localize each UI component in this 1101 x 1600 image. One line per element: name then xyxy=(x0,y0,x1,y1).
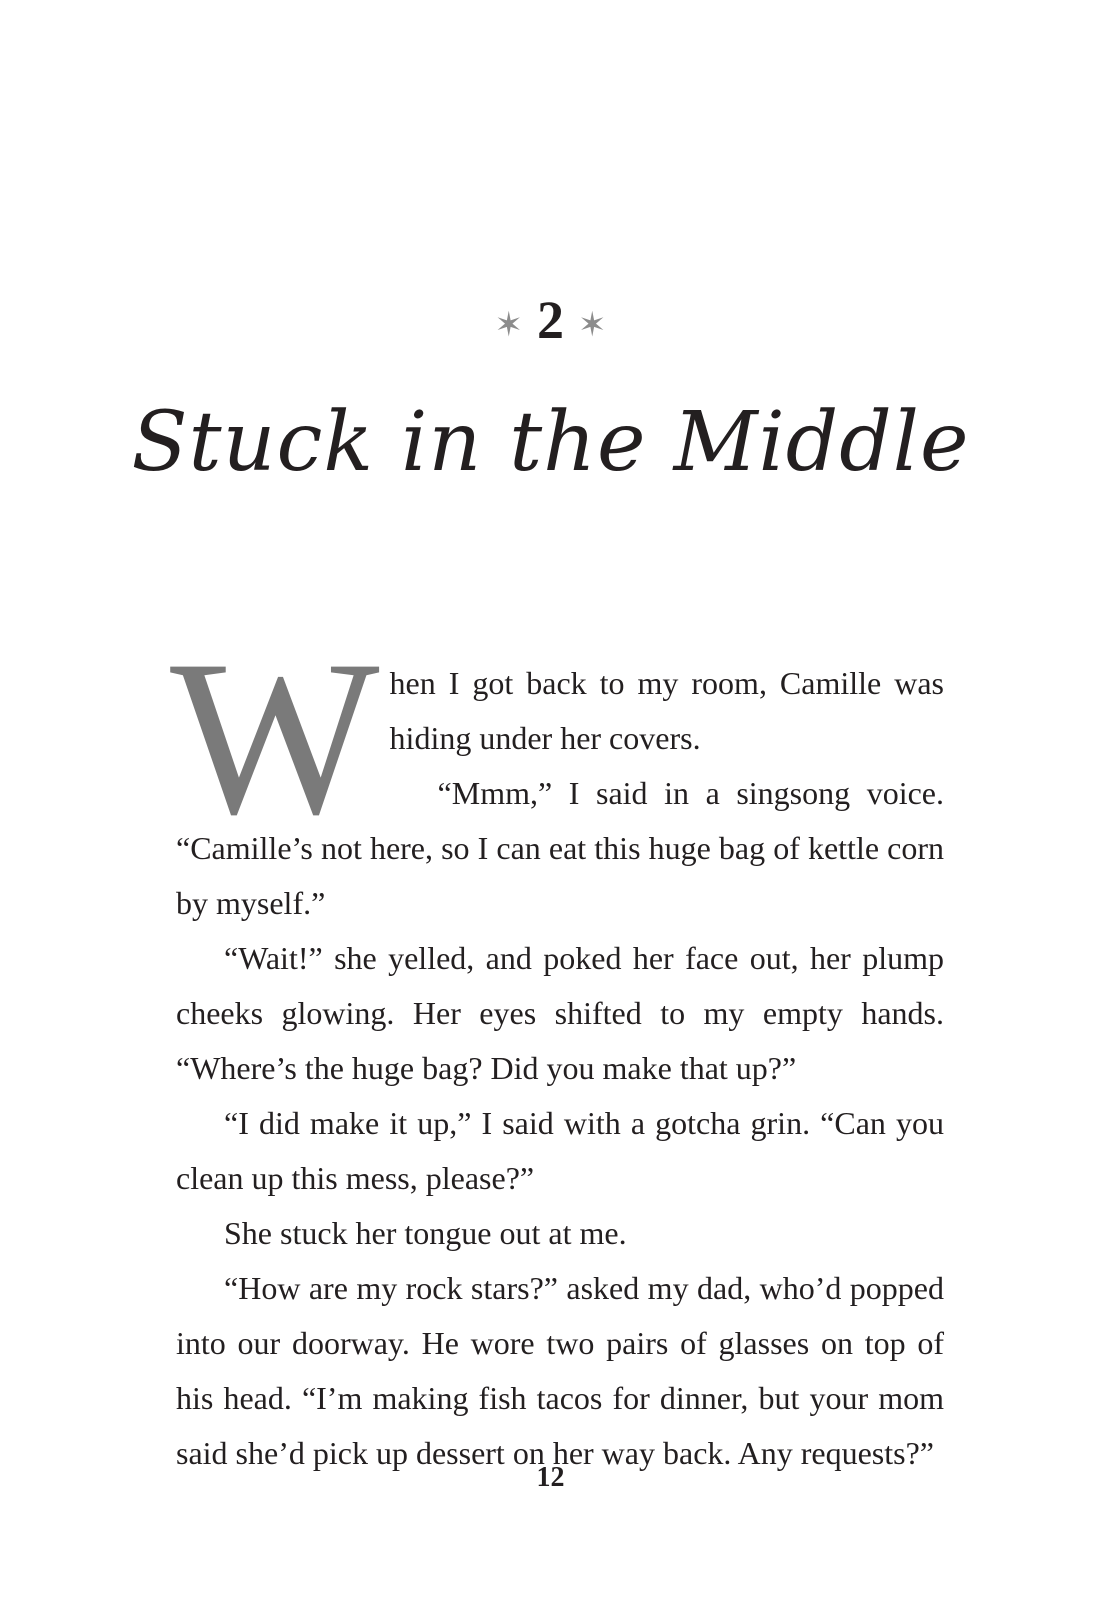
paragraph: “Mmm,” I said in a singsong voice. “Camille’s not here, so I can eat this huge bag of kettle corn by myself.” xyxy=(176,775,944,921)
page-number: 12 xyxy=(536,1462,565,1493)
paragraph: “How are my rock stars?” asked my dad, who’d popped into our doorway. He wore two pairs of glasses on top of his head. “I’m making fish tacos for dinner, but your mom said she’d pick up dessert on her way back. Any requests?” xyxy=(176,1270,944,1471)
star-ornament-icon: ✶ xyxy=(578,306,607,344)
paragraph: “Wait!” she yelled, and poked her face out, her plump cheeks glowing. Her eyes shifted to my empty hands. “Where’s the huge bag? Did you make that up?” xyxy=(176,940,944,1086)
paragraph-text: hen I got back to my room, Camille was hiding under her covers. xyxy=(389,665,944,756)
body-text xyxy=(170,615,944,1481)
paragraph: She stuck her tongue out at me. xyxy=(224,1215,627,1251)
chapter-title: Stuck in the Middle xyxy=(131,395,970,490)
chapter-number-heading xyxy=(0,288,1101,358)
drop-cap: W xyxy=(170,615,380,861)
star-ornament-icon: ✶ xyxy=(494,306,523,344)
chapter-number: 2 xyxy=(537,290,564,350)
paragraph: “I did make it up,” I said with a gotcha grin. “Can you clean up this mess, please?” xyxy=(176,1105,944,1196)
